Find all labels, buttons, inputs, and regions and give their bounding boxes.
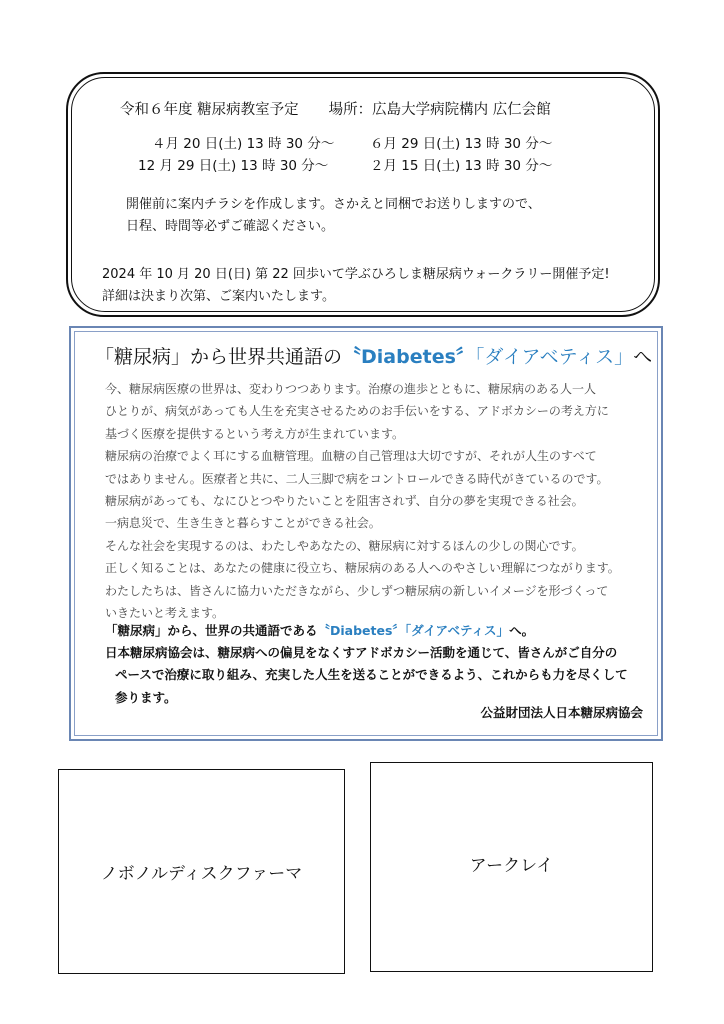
schedule-date: ４月 20 日(土) 13 時 30 分～: [152, 136, 335, 152]
sponsor-box-arkray: [370, 762, 653, 972]
schedule-date: 12 月 29 日(土) 13 時 30 分～: [138, 158, 329, 174]
bold-line: ペースで治療に取り組み、充実した人生を送ることができるよう、これからも力を尽くして: [115, 667, 628, 683]
body-line: 糖尿病があっても、なにひとつやりたいことを阻害されず、自分の夢を実現できる社会。: [105, 493, 584, 508]
schedule-date: ２月 15 日(土) 13 時 30 分～: [370, 158, 553, 174]
event-line: 詳細は決まり次第、ご案内いたします。: [102, 289, 335, 304]
schedule-notice: [126, 194, 541, 238]
event-line: 2024 年 10 月 20 日(日) 第 22 回歩いて学ぶひろしま糖尿病ウォークラリー開催予定!: [102, 267, 610, 282]
body-line: いきたいと考えます。: [105, 605, 225, 620]
body-line: わたしたちは、皆さんに協力いただきながら、少しずつ糖尿病の新しいイメージを形づくって: [105, 583, 609, 598]
highlight-line: 「糖尿病」から、世界の共通語である〝Diabetes〞「ダイアベティス」へ。: [105, 623, 535, 638]
body-line: ひとりが、病気があっても人生を充実させるためのお手伝いをする、アドボカシーの考え方に: [105, 404, 609, 419]
schedule-box: [66, 72, 660, 317]
article-title: [95, 342, 652, 369]
walk-rally-notice: [102, 264, 610, 308]
notice-line: 日程、時間等必ずご確認ください。: [126, 219, 335, 234]
body-line: そんな社会を実現するのは、わたしやあなたの、糖尿病に対するほんの少しの関心です。: [105, 538, 584, 553]
body-line: 今、糖尿病医療の世界は、変わりつつあります。治療の進歩とともに、糖尿病のある人一人: [105, 382, 597, 396]
bold-line: 日本糖尿病協会は、糖尿病への偏見をなくすアドボカシー活動を通じて、皆さんがご自分の: [105, 645, 618, 661]
association-signature: 公益財団法人日本糖尿病協会: [480, 705, 643, 720]
title-prefix: 「糖尿病」から世界共通語の: [95, 346, 343, 368]
schedule-title-row: [120, 98, 551, 119]
schedule-title: 令和６年度 糖尿病教室予定: [120, 102, 299, 118]
notice-line: 開催前に案内チラシを作成します。さかえと同梱でお送りしますので、: [126, 197, 541, 212]
sponsor-name: アークレイ: [469, 855, 554, 876]
bold-line: 参ります。: [115, 689, 177, 705]
body-line: 基づく医療を提供するという考え方が生まれています。: [105, 426, 405, 441]
schedule-date: ６月 29 日(土) 13 時 30 分～: [370, 136, 553, 152]
title-suffix: へ: [633, 346, 653, 368]
schedule-place: 場所：広島大学病院構内 広仁会館: [328, 102, 551, 118]
title-katakana: 「ダイアベティス」: [474, 346, 634, 368]
article-body: [105, 378, 620, 624]
body-line: 糖尿病の治療でよく耳にする血糖管理。血糖の自己管理は大切ですが、それが人生のすべて: [105, 449, 597, 464]
body-line: 一病息災で、生き生きと暮らすことができる社会。: [105, 516, 381, 531]
diabetes-article: [69, 326, 663, 741]
title-english: 〝Diabetes〞: [342, 346, 475, 368]
body-line: 正しく知ることは、あなたの健康に役立ち、糖尿病のある人へのやさしい理解につながります。: [105, 561, 620, 576]
sponsor-name: ノボノルディスクファーマ: [100, 864, 303, 884]
body-line: ではありません。医療者と共に、二人三脚で病をコントロールできる時代がきているのです。: [105, 471, 609, 486]
article-conclusion: [105, 620, 628, 709]
sponsor-box-novo-nordisk: [58, 769, 345, 974]
